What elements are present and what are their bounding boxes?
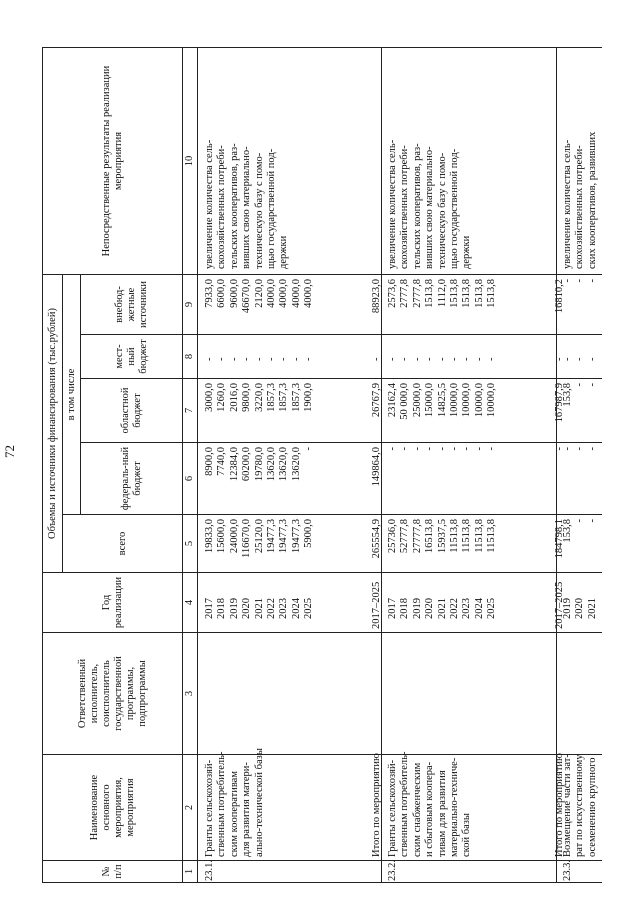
federal-cell: - [424, 447, 436, 451]
header-colnum-1: 1 [182, 860, 198, 883]
result-line: тельских кооперативов, раз- [228, 143, 240, 269]
result-line: увеличение количества сель- [204, 139, 215, 269]
extra-cell: - [586, 279, 598, 283]
subtotal-years: 2017–2025 [371, 581, 382, 629]
subtotal-local: - [554, 357, 565, 361]
total-cell: 11513,8 [486, 519, 498, 553]
federal-cell: - [562, 447, 573, 451]
header-colnum-10: 10 [182, 47, 198, 275]
result-line: щью государственной под- [266, 148, 277, 269]
row-number: 23.3. [562, 860, 573, 881]
total-cell: 25120,0 [253, 519, 265, 554]
year-cell: 2024 [290, 598, 302, 619]
regional-cell: 14825,5 [436, 383, 448, 418]
header-colnum-8: 8 [182, 334, 198, 379]
column-rule [197, 378, 602, 379]
regional-cell: 10000,0 [473, 383, 485, 418]
subtotal-label: Итого по мероприятию [371, 753, 382, 857]
result-line: ских кооперативов, развивших [586, 131, 598, 269]
regional-cell: 2016,0 [228, 383, 240, 412]
extra-cell: 4000,0 [266, 279, 277, 308]
row-separator [556, 48, 557, 883]
event-name-line: ственным потребитель- [399, 751, 411, 857]
header-including: в том числе [62, 274, 81, 515]
column-rule [197, 860, 602, 861]
local-cell: - [574, 357, 586, 361]
extra-cell: 2777,8 [399, 279, 411, 308]
header-colnum-4: 4 [182, 572, 198, 633]
subtotal-years: 2017–2025 [554, 581, 565, 629]
extra-cell: 9600,0 [228, 279, 240, 308]
total-cell: - [574, 519, 586, 523]
year-cell: 2020 [574, 598, 586, 619]
federal-cell: 12384,0 [228, 447, 240, 482]
local-cell: - [266, 357, 277, 361]
year-cell: 2021 [586, 598, 598, 619]
extra-cell: 4000,0 [278, 279, 290, 308]
extra-cell: 46670,0 [241, 279, 253, 314]
subtotal-regional: 167987,9 [554, 383, 565, 423]
total-cell: 25736,0 [387, 519, 398, 554]
header-colnum-7: 7 [182, 378, 198, 443]
rotated-table-sheet [2, 13, 602, 883]
extra-cell: 1513,8 [486, 279, 498, 308]
event-name-line: и сбытовым коопера- [424, 761, 436, 857]
extra-cell: 1513,8 [461, 279, 473, 308]
result-line: скохозяйственных потреби- [216, 145, 228, 269]
result-line: техническую базу с помо- [436, 152, 448, 269]
year-cell: 2019 [562, 598, 573, 619]
federal-cell: 8900,0 [204, 447, 215, 476]
header-colnum-6: 6 [182, 442, 198, 515]
local-cell: - [473, 357, 485, 361]
row-number: 23.1. [204, 860, 215, 881]
total-cell: 19833,0 [204, 519, 215, 554]
extra-cell: 6600,0 [216, 279, 228, 308]
regional-cell: 1857,3 [278, 383, 290, 412]
event-name-line: Гранты сельскохозяй- [204, 759, 215, 857]
federal-cell: - [473, 447, 485, 451]
subtotal-label: Итого по мероприятию [554, 753, 565, 857]
event-name-line: осеменению крупного [586, 757, 598, 857]
local-cell: - [586, 357, 598, 361]
result-line: скохозяйственных потреби- [399, 145, 411, 269]
regional-cell: - [586, 383, 598, 387]
result-line: держки [278, 235, 290, 269]
event-name-line: ским кооперативам [228, 771, 240, 857]
local-cell: - [228, 357, 240, 361]
year-cell: 2025 [303, 598, 315, 619]
header-colnum-5: 5 [182, 514, 198, 573]
result-line: держки [461, 235, 473, 269]
extra-cell: 1112,0 [436, 279, 448, 308]
total-cell: 15600,0 [216, 519, 228, 554]
federal-cell: - [461, 447, 473, 451]
local-cell: - [204, 357, 215, 361]
year-cell: 2021 [436, 598, 448, 619]
regional-cell: 23162,4 [387, 383, 398, 418]
event-name-line: тивам для развития [436, 770, 448, 857]
row-number: 23.2. [387, 860, 398, 881]
regional-cell: 1857,3 [290, 383, 302, 412]
total-cell: 5900,0 [303, 519, 315, 548]
event-name-line: рат по искусственному [574, 754, 586, 857]
header-colnum-2: 2 [182, 754, 198, 861]
row-separator [381, 48, 382, 883]
federal-cell: 13620,0 [278, 447, 290, 482]
federal-cell: - [574, 447, 586, 451]
extra-cell: 7933,0 [204, 279, 215, 308]
extra-cell: 2777,8 [411, 279, 423, 308]
regional-cell: 153,8 [562, 383, 573, 407]
federal-cell: - [303, 447, 315, 451]
result-line: вивших свою материально- [241, 146, 253, 269]
year-cell: 2024 [473, 598, 485, 619]
total-cell: 19477,3 [290, 519, 302, 554]
year-cell: 2023 [461, 598, 473, 619]
federal-cell: 13620,0 [266, 447, 277, 482]
event-name-line: Возмещение части зат- [562, 754, 573, 857]
year-cell: 2022 [449, 598, 460, 619]
header-local: мест-ный бюджет [80, 334, 183, 379]
subtotal-total: 265554,9 [371, 519, 382, 559]
total-cell: 11513,8 [449, 519, 460, 553]
year-cell: 2018 [216, 598, 228, 619]
header-colnum-3: 3 [182, 632, 198, 755]
result-line: щью государственной под- [449, 148, 460, 269]
event-name-line: для развития матери- [241, 762, 253, 857]
regional-cell: - [574, 383, 586, 387]
year-cell: 2017 [387, 598, 398, 619]
regional-cell: 10000,0 [486, 383, 498, 418]
result-line: тельских кооперативов, раз- [411, 143, 423, 269]
regional-cell: 1900,0 [303, 383, 315, 412]
header-executor: Ответственный исполнитель, соисполнитель государственной программы, подпрограммы [42, 632, 183, 755]
regional-cell: 1857,3 [266, 383, 277, 412]
regional-cell: 10000,0 [449, 383, 460, 418]
year-cell: 2021 [253, 598, 265, 619]
header-financing: Объемы и источники финансирования (тыс.рублей) [42, 274, 63, 573]
federal-cell: - [411, 447, 423, 451]
extra-cell: 4000,0 [303, 279, 315, 308]
event-name-line: ским снабженческим [411, 762, 423, 857]
header-total: всего [62, 514, 183, 573]
total-cell: 11513,8 [461, 519, 473, 553]
federal-cell: - [449, 447, 460, 451]
federal-cell: - [387, 447, 398, 451]
column-rule [197, 632, 602, 633]
header-name: Наименование основного мероприятия, мероприятия [42, 754, 183, 861]
total-cell: 116670,0 [241, 519, 253, 558]
federal-cell: 60200,0 [241, 447, 253, 482]
result-line: техническую базу с помо- [253, 152, 265, 269]
year-cell: 2020 [424, 598, 436, 619]
federal-cell: - [399, 447, 411, 451]
page-number: 72 [2, 445, 17, 458]
regional-cell: 15000,0 [424, 383, 436, 418]
total-cell: 19477,3 [266, 519, 277, 554]
federal-cell: 13620,0 [290, 447, 302, 482]
total-cell: 11513,8 [473, 519, 485, 553]
header-federal: федераль-ный бюджет [80, 442, 183, 515]
local-cell: - [278, 357, 290, 361]
column-rule [197, 882, 602, 883]
header-num: № п/п [42, 860, 183, 883]
column-rule [197, 47, 602, 48]
local-cell: - [399, 357, 411, 361]
event-name-line: ской базы [461, 813, 473, 857]
extra-cell: 1513,8 [449, 279, 460, 308]
subtotal-extra: 88923,0 [371, 279, 382, 314]
local-cell: - [253, 357, 265, 361]
year-cell: 2017 [204, 598, 215, 619]
year-cell: 2020 [241, 598, 253, 619]
subtotal-federal: 149864,0 [371, 447, 382, 487]
extra-cell: 1513,8 [424, 279, 436, 308]
subtotal-total: 184798,1 [554, 519, 565, 559]
local-cell: - [411, 357, 423, 361]
federal-cell: 7740,0 [216, 447, 228, 476]
subtotal-extra: 16810,2 [554, 279, 565, 314]
regional-cell: 3000,0 [204, 383, 215, 412]
local-cell: - [486, 357, 498, 361]
total-cell: 27777,8 [411, 519, 423, 554]
total-cell: 16513,8 [424, 519, 436, 554]
year-cell: 2019 [411, 598, 423, 619]
header-colnum-9: 9 [182, 274, 198, 335]
local-cell: - [436, 357, 448, 361]
total-cell: 15937,5 [436, 519, 448, 554]
local-cell: - [290, 357, 302, 361]
local-cell: - [449, 357, 460, 361]
subtotal-regional: 26767,9 [371, 383, 382, 418]
federal-cell: - [436, 447, 448, 451]
extra-cell: 1513,8 [473, 279, 485, 308]
regional-cell: 25000,0 [411, 383, 423, 418]
subtotal-federal: - [554, 447, 565, 451]
local-cell: - [241, 357, 253, 361]
result-line: скохозяйственных потреби- [574, 145, 586, 269]
total-cell: 19477,3 [278, 519, 290, 554]
result-line: вивших свою материально- [424, 146, 436, 269]
header-extra: внебюд-жетные источники [80, 274, 183, 335]
year-cell: 2022 [266, 598, 277, 619]
header-result: Непосредственные результаты реализации мероприятия [42, 47, 183, 275]
local-cell: - [562, 357, 573, 361]
year-cell: 2025 [486, 598, 498, 619]
local-cell: - [216, 357, 228, 361]
local-cell: - [303, 357, 315, 361]
extra-cell: 2120,0 [253, 279, 265, 308]
local-cell: - [387, 357, 398, 361]
regional-cell: 1260,0 [216, 383, 228, 412]
year-cell: 2023 [278, 598, 290, 619]
regional-cell: 50 000,0 [399, 383, 411, 420]
extra-cell: - [574, 279, 586, 283]
federal-cell: 19780,0 [253, 447, 265, 482]
header-year: Год реализации [42, 572, 183, 633]
event-name-line: Гранты сельскохозяй- [387, 759, 398, 857]
event-name-line: ально-технической базы [253, 748, 265, 857]
total-cell: 24000,0 [228, 519, 240, 554]
result-line: увеличение количества сель- [562, 139, 573, 269]
header-regional: областной бюджет [80, 378, 183, 443]
regional-cell: 10000,0 [461, 383, 473, 418]
year-cell: 2018 [399, 598, 411, 619]
year-cell: 2019 [228, 598, 240, 619]
total-cell: 52777,8 [399, 519, 411, 554]
event-name-line: ственным потребитель- [216, 751, 228, 857]
local-cell: - [424, 357, 436, 361]
extra-cell: - [562, 279, 573, 283]
regional-cell: 3220,0 [253, 383, 265, 412]
federal-cell: - [486, 447, 498, 451]
event-name-line: материально-техниче- [449, 757, 460, 857]
extra-cell: 2573,6 [387, 279, 398, 308]
extra-cell: 4000,0 [290, 279, 302, 308]
local-cell: - [461, 357, 473, 361]
federal-cell: - [586, 447, 598, 451]
subtotal-local: - [371, 357, 382, 361]
regional-cell: 9800,0 [241, 383, 253, 412]
result-line: увеличение количества сель- [387, 139, 398, 269]
total-cell: - [586, 519, 598, 523]
column-rule [197, 274, 602, 275]
total-cell: 153,8 [562, 519, 573, 543]
